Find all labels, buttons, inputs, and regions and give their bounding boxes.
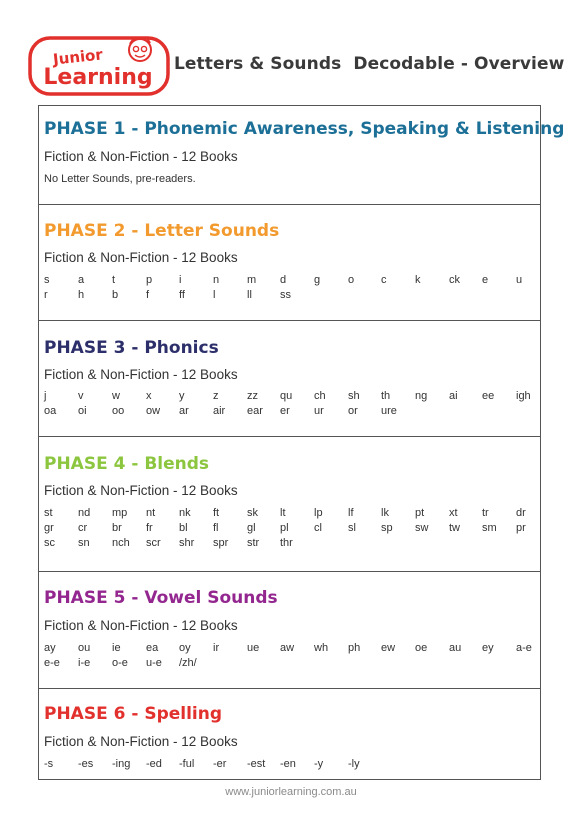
sound-item: l — [213, 289, 216, 301]
sound-item: pl — [280, 522, 289, 534]
sound-item: ou — [78, 642, 91, 654]
phase-3-title: PHASE 3 - Phonics — [44, 338, 219, 358]
sound-item: lt — [280, 507, 286, 519]
sound-item: sp — [381, 522, 393, 534]
junior-learning-logo — [28, 34, 172, 98]
phase-3-section — [39, 321, 540, 437]
sound-item: ay — [44, 642, 56, 654]
sound-item: sh — [348, 390, 360, 402]
sound-item: sl — [348, 522, 356, 534]
sound-item: qu — [280, 390, 293, 402]
sound-item: e-e — [44, 657, 60, 669]
sound-item: tw — [449, 522, 460, 534]
sound-item: ss — [280, 289, 291, 301]
logo-mascot-icon — [129, 38, 151, 61]
sound-item: ear — [247, 405, 263, 417]
sound-item: sk — [247, 507, 258, 519]
sound-item: oi — [78, 405, 87, 417]
sound-item: oo — [112, 405, 125, 417]
sound-item: -ly — [348, 758, 360, 770]
phase-1-subtitle: Fiction & Non-Fiction - 12 Books — [44, 149, 238, 164]
sound-item: a — [78, 274, 85, 286]
sound-item: sw — [415, 522, 429, 534]
sound-item: cl — [314, 522, 322, 534]
sound-item: nd — [78, 507, 91, 519]
sound-item: n — [213, 274, 220, 286]
sound-item: t — [112, 274, 116, 286]
sound-item: dr — [516, 507, 526, 519]
sound-item: bl — [179, 522, 188, 534]
phase-3-subtitle: Fiction & Non-Fiction - 12 Books — [44, 367, 238, 382]
sound-item: thr — [280, 537, 293, 549]
sound-item: e — [482, 274, 489, 286]
sound-item: ar — [179, 405, 189, 417]
sound-item: sc — [44, 537, 55, 549]
sound-item: lk — [381, 507, 389, 519]
sound-item: i-e — [78, 657, 91, 669]
sound-item: m — [247, 274, 257, 286]
sound-item: xt — [449, 507, 458, 519]
sound-item: pt — [415, 507, 425, 519]
sound-item: cr — [78, 522, 88, 534]
sound-item: gr — [44, 522, 54, 534]
phase-4-title: PHASE 4 - Blends — [44, 454, 210, 474]
phase-2-subtitle: Fiction & Non-Fiction - 12 Books — [44, 250, 238, 265]
logo-text-junior: Junior — [52, 45, 104, 69]
sound-item: d — [280, 274, 287, 286]
sound-item: -y — [314, 758, 324, 770]
sound-item: br — [112, 522, 122, 534]
sound-item: ch — [314, 390, 326, 402]
sound-item: lp — [314, 507, 323, 519]
sound-item: sn — [78, 537, 90, 549]
sound-item: g — [314, 274, 321, 286]
sound-item: y — [179, 390, 185, 402]
sound-item: ur — [314, 405, 324, 417]
sound-item: /zh/ — [179, 657, 197, 669]
sound-item: fl — [213, 522, 219, 534]
sound-item: nt — [146, 507, 156, 519]
sound-item: -ful — [179, 758, 195, 770]
sound-item: -s — [44, 758, 54, 770]
sound-item: air — [213, 405, 226, 417]
sound-item: v — [78, 390, 84, 402]
sound-item: a-e — [516, 642, 532, 654]
phase-4-section — [39, 437, 540, 572]
sound-item: f — [146, 289, 150, 301]
phase-2-section — [39, 205, 540, 321]
sound-item: j — [44, 390, 47, 402]
sound-item: x — [146, 390, 152, 402]
phase-6-subtitle: Fiction & Non-Fiction - 12 Books — [44, 734, 238, 749]
sound-item: ff — [179, 289, 185, 301]
sound-item: oe — [415, 642, 428, 654]
phase-4-subtitle: Fiction & Non-Fiction - 12 Books — [44, 483, 238, 498]
sound-item: oy — [179, 642, 191, 654]
sound-item: pr — [516, 522, 526, 534]
sound-item: oa — [44, 405, 57, 417]
sound-item: st — [44, 507, 53, 519]
sound-item: str — [247, 537, 260, 549]
footer-url: www.juniorlearning.com.au — [225, 786, 357, 798]
sound-item: ure — [381, 405, 397, 417]
phase-5-title: PHASE 5 - Vowel Sounds — [44, 588, 278, 608]
sound-item: er — [280, 405, 290, 417]
sound-item: ai — [449, 390, 458, 402]
sound-item: shr — [179, 537, 195, 549]
sound-item: -ing — [112, 758, 131, 770]
phase-6-title: PHASE 6 - Spelling — [44, 704, 223, 724]
sound-item: r — [44, 289, 48, 301]
phase-5-subtitle: Fiction & Non-Fiction - 12 Books — [44, 618, 238, 633]
sound-item: u-e — [146, 657, 162, 669]
page-title: Letters & Sounds Decodable - Overview — [174, 54, 565, 74]
phase-6-section — [39, 689, 540, 779]
sound-item: -est — [247, 758, 266, 770]
phase-1-note: No Letter Sounds, pre-readers. — [44, 173, 196, 185]
phase-5-section — [39, 572, 540, 689]
sound-item: ng — [415, 390, 428, 402]
page-header — [0, 0, 582, 104]
sound-item: th — [381, 390, 391, 402]
sound-item: lf — [348, 507, 354, 519]
sound-item: ph — [348, 642, 361, 654]
sound-item: u — [516, 274, 523, 286]
sound-item: nk — [179, 507, 191, 519]
sound-item: i — [179, 274, 182, 286]
sound-item: ir — [213, 642, 220, 654]
phases-table — [38, 105, 565, 780]
sound-item: wh — [314, 642, 329, 654]
sound-item: tr — [482, 507, 489, 519]
sound-item: scr — [146, 537, 161, 549]
sound-item: -ed — [146, 758, 162, 770]
sound-item: nch — [112, 537, 130, 549]
sound-item: ea — [146, 642, 159, 654]
sound-item: -es — [78, 758, 94, 770]
sound-item: b — [112, 289, 119, 301]
sound-item: au — [449, 642, 462, 654]
sound-item: aw — [280, 642, 295, 654]
sound-item: k — [415, 274, 421, 286]
sound-item: -en — [280, 758, 296, 770]
sound-item: c — [381, 274, 387, 286]
sound-item: mp — [112, 507, 128, 519]
sound-item: ft — [213, 507, 220, 519]
sound-item: zz — [247, 390, 258, 402]
sound-item: ll — [247, 289, 252, 301]
sound-item: ey — [482, 642, 494, 654]
sound-item: ee — [482, 390, 495, 402]
phase-1-section — [39, 106, 565, 205]
sound-item: spr — [213, 537, 229, 549]
sound-item: ue — [247, 642, 260, 654]
sound-item: w — [112, 390, 120, 402]
phase-2-title: PHASE 2 - Letter Sounds — [44, 221, 280, 241]
sound-item: or — [348, 405, 358, 417]
phase-1-title: PHASE 1 - Phonemic Awareness, Speaking & Listening — [44, 119, 565, 139]
sound-item: igh — [516, 390, 531, 402]
sound-item: o-e — [112, 657, 128, 669]
sound-item: ie — [112, 642, 121, 654]
sound-item: o — [348, 274, 355, 286]
sound-item: s — [44, 274, 50, 286]
sound-item: fr — [146, 522, 153, 534]
logo-text-learning: Learning — [43, 65, 153, 90]
sound-item: gl — [247, 522, 256, 534]
sound-item: sm — [482, 522, 497, 534]
sound-item: p — [146, 274, 153, 286]
sound-item: h — [78, 289, 85, 301]
sound-item: ow — [146, 405, 161, 417]
sound-item: z — [213, 390, 219, 402]
sound-item: ew — [381, 642, 396, 654]
sound-item: ck — [449, 274, 460, 286]
sound-item: -er — [213, 758, 227, 770]
